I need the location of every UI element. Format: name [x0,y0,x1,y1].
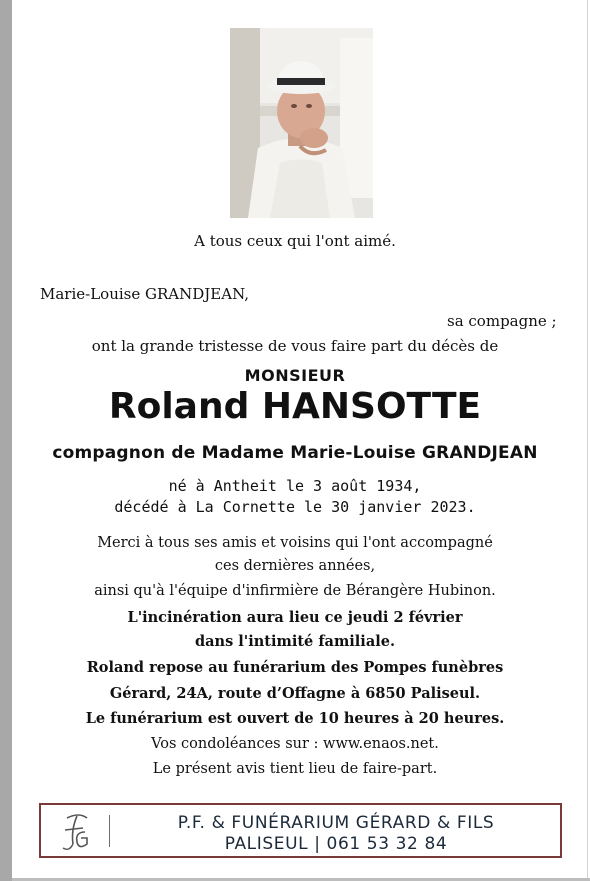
opening-hours-line: Le funérarium est ouvert de 10 heures à 20 heures. [85,710,505,727]
intro-text: A tous ceux qui l'ont aimé. [194,232,396,250]
message-line: ainsi qu'à l'équipe d'infirmière de Bérangère Hubinon. [94,583,496,599]
funeral-home-name: P.F. & FUNÉRARIUM GÉRARD & FILS [177,813,495,833]
deceased-name: Roland HANSOTTE [108,386,482,427]
banner-divider [109,815,110,847]
message-line: Merci à tous ses amis et voisins qui l'ont accompagné [97,535,493,551]
notice-line: Le présent avis tient lieu de faire-part. [152,761,438,777]
message-line: ces dernières années, [214,558,376,574]
funeral-home-address: Gérard, 24A, route d’Offagne à 6850 Paliseul. [109,685,481,702]
fg-monogram-logo [57,810,97,854]
announcement-text: ont la grande tristesse de vous faire part du décès de [91,337,499,355]
honorific-title: MONSIEUR [244,366,346,385]
funeral-home-line: Roland repose au funérarium des Pompes funèbres [86,659,504,676]
condolences-line: Vos condoléances sur : www.enaos.net. [151,736,439,752]
family-member-role: sa compagne ; [447,312,557,330]
funeral-home-contact: PALISEUL | 061 53 32 84 [224,834,448,854]
death-line: décédé à La Cornette le 30 janvier 2023. [114,498,476,516]
ceremony-line: L'incinération aura lieu ce jeudi 2 février [127,609,463,626]
portrait-photo [230,28,373,218]
birth-line: né à Antheit le 3 août 1934, [168,477,422,495]
partner-line: compagnon de Madame Marie-Louise GRANDJEAN [52,443,538,463]
funeral-home-banner [39,803,562,858]
ceremony-line: dans l'intimité familiale. [195,633,395,650]
family-member-name: Marie-Louise GRANDJEAN, [40,285,249,303]
